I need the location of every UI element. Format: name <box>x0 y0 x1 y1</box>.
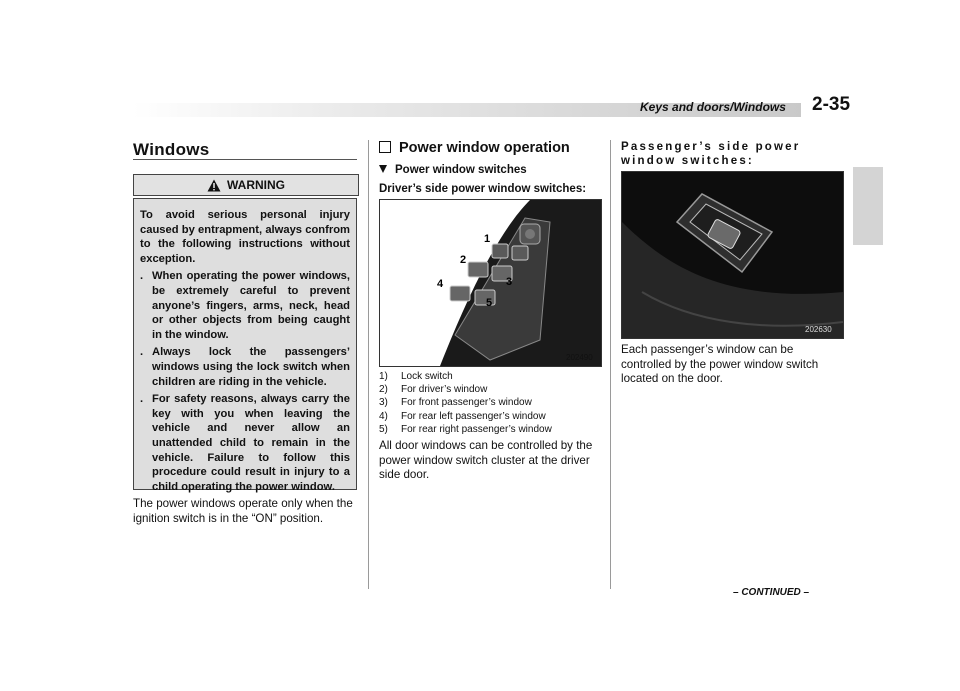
section-heading: Windows <box>133 140 210 159</box>
square-bullet-icon <box>379 141 391 153</box>
list-item: 4) For rear left passenger’s window <box>379 410 546 422</box>
column-divider <box>368 140 369 589</box>
figure-heading: Passenger’s side power window switches: <box>621 141 801 167</box>
passenger-switch-figure <box>621 171 844 339</box>
heading-rule <box>133 159 357 160</box>
figure-id: 202630 <box>805 325 832 334</box>
bullet-text: When operating the power windows, be extremely careful to prevent anyone’s fingers, arms, neck, head or other objects from being caught in the window. <box>152 270 350 341</box>
list-item: 1) Lock switch <box>379 371 453 382</box>
callout-4: 4 <box>437 278 444 290</box>
callout-5: 5 <box>486 297 493 309</box>
figure-id: 202490 <box>566 353 593 362</box>
page-number: 2-35 <box>812 94 851 115</box>
warning-intro: To avoid serious personal injury caused by entrapment, always confrom to the following instructions without exception. <box>140 209 350 265</box>
figure-caption: Driver’s side power window switches: <box>379 183 587 195</box>
warning-bullet <box>140 392 350 494</box>
driver-switch-figure <box>379 199 602 367</box>
warning-box <box>133 198 357 493</box>
list-item: 5) For rear right passenger’s window <box>379 423 552 435</box>
topic-heading: Power window switches <box>379 164 527 176</box>
list-item: 3) For front passenger’s window <box>379 397 532 409</box>
chapter-tab <box>853 167 883 245</box>
body-paragraph: The power windows operate only when the ignition switch is in the “ON” position. <box>133 497 353 525</box>
bullet-icon: . <box>140 346 144 359</box>
column-divider <box>610 140 611 589</box>
body-paragraph: Each passenger’s window can be controlled by the power window switch located on the door. <box>621 343 819 385</box>
continued-label: – CONTINUED – <box>733 587 810 598</box>
callout-3: 3 <box>506 276 513 288</box>
callout-list <box>379 370 552 436</box>
driver-switch-illustration <box>380 200 601 366</box>
passenger-switch-illustration <box>622 172 843 338</box>
section-title: Keys and doors/Windows <box>640 100 786 114</box>
triangle-bullet-icon <box>379 165 387 173</box>
callout-2: 2 <box>460 254 467 266</box>
callout-1: 1 <box>484 233 491 245</box>
warning-bullet <box>140 345 350 389</box>
bullet-icon: . <box>140 393 144 406</box>
bullet-text: Always lock the passengers’ windows using the lock switch when children are riding in the vehicle. <box>152 346 350 388</box>
warning-triangle-icon <box>207 179 221 192</box>
bullet-icon: . <box>140 270 144 283</box>
warning-bullet <box>140 269 350 342</box>
body-paragraph: All door windows can be controlled by the power window switch cluster at the driver side door. <box>379 439 593 481</box>
list-item: 2) For driver’s window <box>379 384 488 396</box>
subsection-heading: Power window operation <box>379 140 570 156</box>
warning-header <box>133 174 359 196</box>
bullet-text: For safety reasons, always carry the key with you when leaving the vehicle and never allow an unattended child to remain in the vehicle. Failure to follow this procedure could result in injury to a child operating the power window. <box>152 393 350 493</box>
warning-label: WARNING <box>227 178 285 192</box>
